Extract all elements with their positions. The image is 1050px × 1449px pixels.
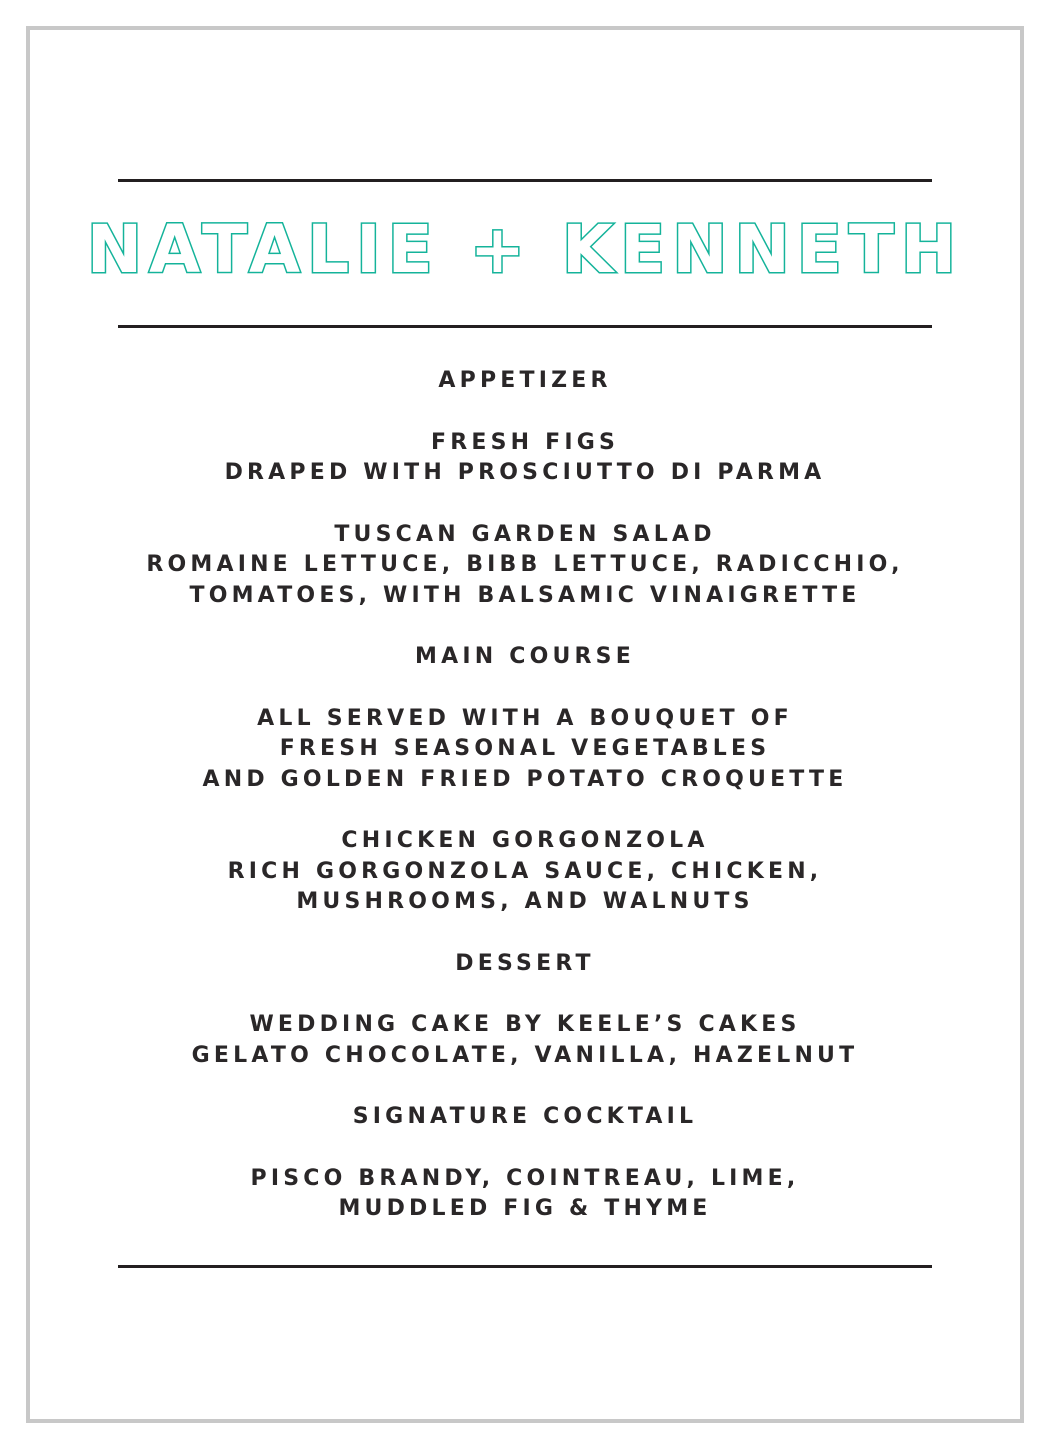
dessert-heading: DESSERT	[455, 950, 595, 976]
dessert-section-heading	[0, 949, 1050, 980]
menu-item-tuscan-salad	[0, 520, 1050, 612]
cocktail-line: MUDDLED FIG & THYME	[338, 1196, 712, 1221]
note-line: AND GOLDEN FRIED POTATO CROQUETTE	[202, 766, 848, 792]
title-divider	[118, 325, 932, 328]
dish-description: ROMAINE LETTUCE, BIBB LETTUCE, RADICCHIO,	[146, 552, 904, 577]
appetizer-section-heading	[0, 366, 1050, 397]
dish-description: RICH GORGONZOLA SAUCE, CHICKEN,	[227, 858, 823, 884]
menu-item-chicken-gorgonzola	[0, 826, 1050, 918]
menu-item-fresh-figs	[0, 428, 1050, 489]
menu-content	[0, 366, 1050, 1256]
dessert-line: WEDDING CAKE BY KEELE’S CAKES	[249, 1012, 801, 1037]
dish-name: TUSCAN GARDEN SALAD	[334, 521, 716, 547]
dish-name: CHICKEN GORGONZOLA	[341, 828, 709, 853]
bottom-divider	[118, 1265, 932, 1268]
note-line: FRESH SEASONAL VEGETABLES	[279, 736, 771, 761]
cocktail-heading: SIGNATURE COCKTAIL	[352, 1104, 698, 1129]
cocktail-line: PISCO BRANDY, COINTREAU, LIME,	[250, 1165, 800, 1191]
top-divider	[118, 179, 932, 182]
dish-description: DRAPED WITH PROSCIUTTO DI PARMA	[224, 460, 826, 485]
main-course-section-heading	[0, 642, 1050, 673]
menu-item-dessert	[0, 1010, 1050, 1071]
couple-names-title: NATALIE + KENNETH	[86, 211, 964, 288]
appetizer-heading: APPETIZER	[438, 368, 612, 393]
cocktail-section-heading	[0, 1102, 1050, 1133]
main-course-note	[0, 704, 1050, 796]
dish-description: MUSHROOMS, AND WALNUTS	[296, 889, 754, 914]
main-course-heading: MAIN COURSE	[415, 644, 635, 669]
dessert-line: GELATO CHOCOLATE, VANILLA, HAZELNUT	[191, 1042, 859, 1068]
dish-description: TOMATOES, WITH BALSAMIC VINAIGRETTE	[189, 582, 861, 608]
note-line: ALL SERVED WITH A BOUQUET OF	[257, 705, 793, 731]
dish-name: FRESH FIGS	[430, 429, 620, 455]
menu-item-cocktail	[0, 1164, 1050, 1225]
